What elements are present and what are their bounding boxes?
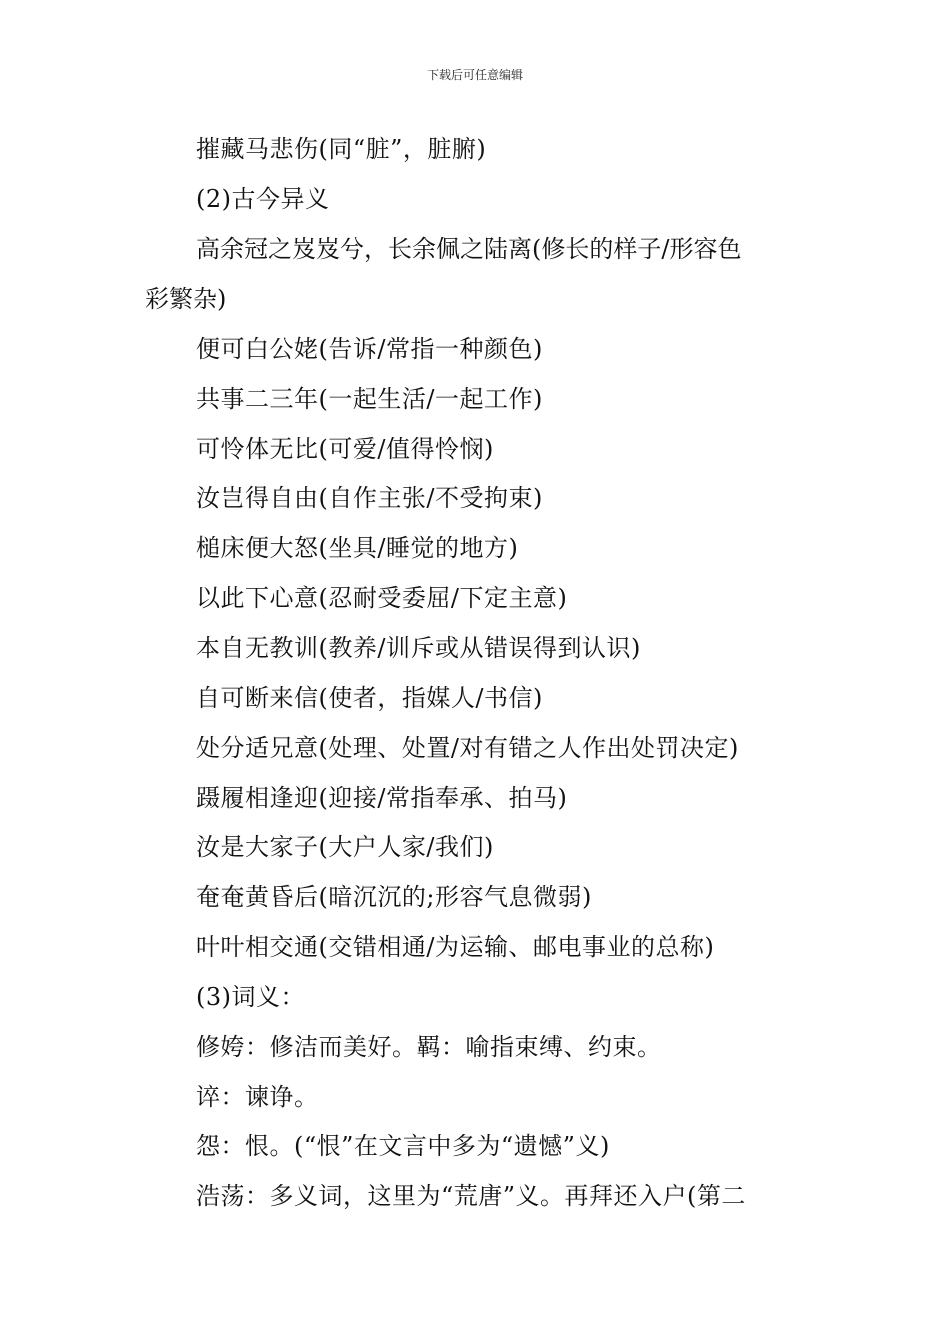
text-line: 叶叶相交通(交错相通/为运输、邮电事业的总称) xyxy=(196,933,715,961)
text-line: 修姱：修洁而美好。羁：喻指束缚、约束。 xyxy=(196,1033,662,1061)
text-line: 可怜体无比(可爱/值得怜悯) xyxy=(196,435,494,463)
text-line: 蹑履相逢迎(迎接/常指奉承、拍马) xyxy=(196,784,568,812)
text-line: 谇：谏诤。 xyxy=(196,1083,319,1111)
text-line: 高余冠之岌岌兮，长余佩之陆离(修长的样子/形容色 xyxy=(196,235,742,263)
text-line: 本自无教训(教养/训斥或从错误得到认识) xyxy=(196,634,641,662)
text-line: 浩荡：多义词，这里为“荒唐”义。再拜还入户(第二 xyxy=(196,1182,746,1210)
text-line: 以此下心意(忍耐受委屈/下定主意) xyxy=(196,584,568,612)
text-line: 便可白公姥(告诉/常指一种颜色) xyxy=(196,335,543,363)
text-line: 共事二三年(一起生活/一起工作) xyxy=(196,385,543,413)
text-line: 汝是大家子(大户人家/我们) xyxy=(196,833,494,861)
text-line: 处分适兄意(处理、处置/对有错之人作出处罚决定) xyxy=(196,734,739,762)
text-line-continuation: 彩繁杂) xyxy=(145,285,227,313)
text-line: 汝岂得自由(自作主张/不受拘束) xyxy=(196,484,543,512)
text-line: 自可断来信(使者，指媒人/书信) xyxy=(196,684,543,712)
section-heading: (2)古今异义 xyxy=(196,185,330,213)
page-header: 下载后可任意编辑 xyxy=(426,68,523,82)
text-line: 摧藏马悲伤(同“脏”，脏腑) xyxy=(196,135,487,163)
text-line: 槌床便大怒(坐具/睡觉的地方) xyxy=(196,534,519,562)
section-heading: (3)词义： xyxy=(196,983,305,1011)
text-line: 怨：恨。(“恨”在文言中多为“遗憾”义) xyxy=(196,1132,610,1160)
text-line: 奄奄黄昏后(暗沉沉的;形容气息微弱) xyxy=(196,883,592,911)
